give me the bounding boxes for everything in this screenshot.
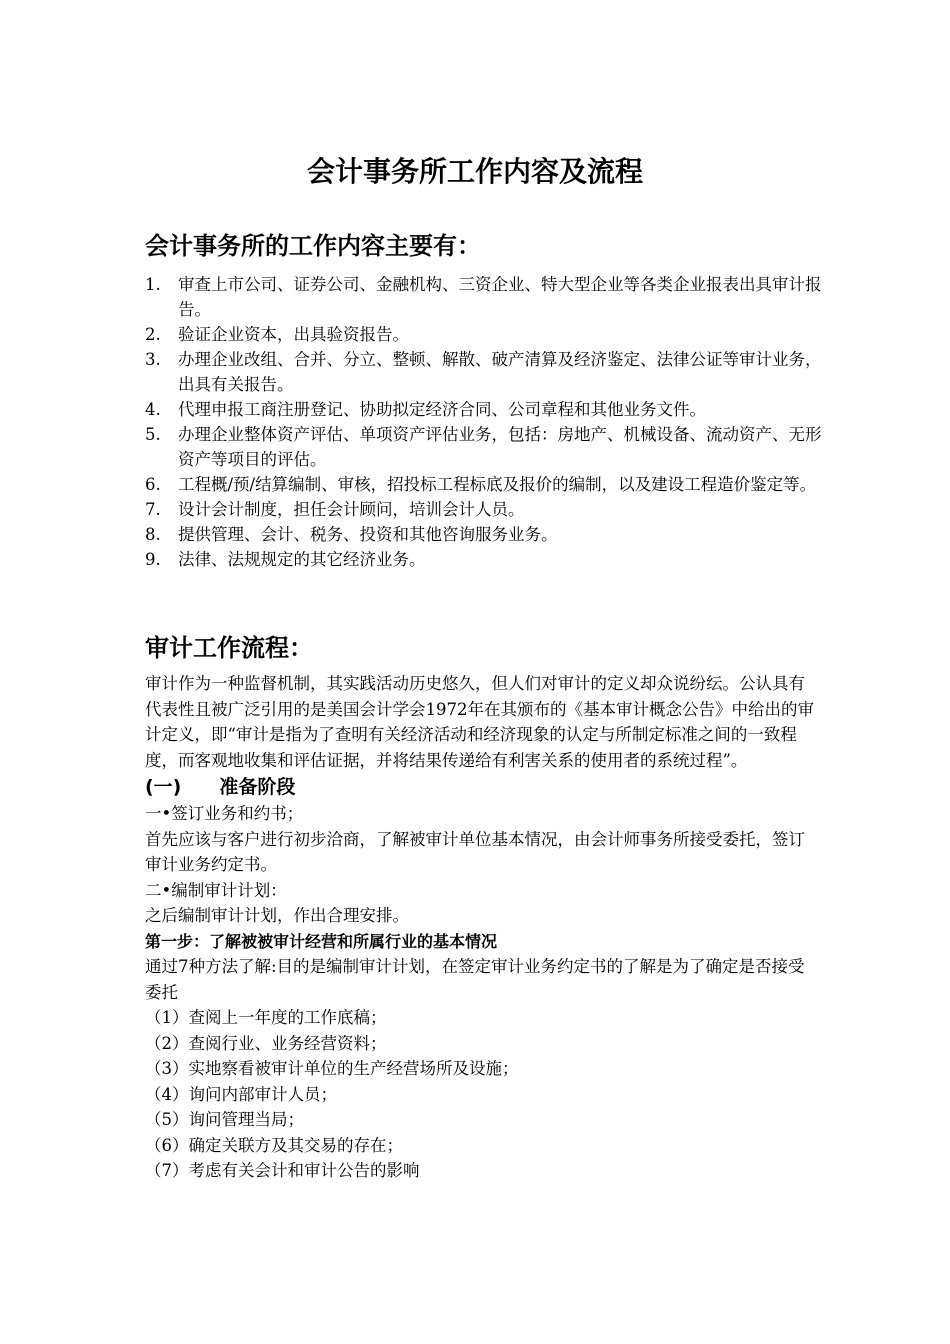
section-heading-audit-process: 审计工作流程： [145, 634, 313, 662]
list-item [145, 422, 825, 472]
list-item-text: 法律、法规规定的其它经济业务。 [178, 550, 426, 569]
list-item-number: 7. [145, 500, 161, 519]
list-item-number: 4. [145, 400, 161, 419]
list-item-number: 2. [145, 325, 161, 344]
list-item-text: 工程概/预/结算编制、审核，招投标工程标底及报价的编制，以及建设工程造价鉴定等。 [178, 475, 817, 494]
audit-definition-paragraph: 审计作为一种监督机制，其实践活动历史悠久，但人们对审计的定义却众说纷纭。公认具有代表性且被广泛引用的是美国会计学会1972年在其颁布的《基本审计概念公告》中给出的审计定义，即“审计是指为了查明有关经济活动和经济现象的认定与所制定标准之间的一致程度，而客观地收集和评估证据，并将结果传递给有利害关系的使用者的系统过程”。 [145, 674, 814, 770]
phase-number: (一) [145, 776, 182, 798]
list-item [145, 472, 825, 497]
list-item-number: 5. [145, 425, 161, 444]
list-item-number: 6. [145, 475, 161, 494]
list-item [145, 522, 825, 547]
list-item: （1）查阅上一年度的工作底稿； [145, 1008, 387, 1027]
list-item-number: 9. [145, 550, 161, 569]
list-item [145, 347, 825, 397]
list-item: （5）询问管理当局； [145, 1110, 304, 1129]
list-item-number: 1. [145, 275, 161, 294]
step-heading: 第一步：了解被被审计经营和所属行业的基本情况 [145, 931, 498, 951]
document-title: 会计事务所工作内容及流程 [306, 155, 643, 188]
list-item [145, 397, 825, 422]
section-heading-work-content: 会计事务所的工作内容主要有： [145, 232, 481, 260]
list-item [145, 547, 825, 572]
step-text: 通过7种方法了解:目的是编制审计计划，在签定审计业务约定书的了解是为了确定是否接受委托 [145, 957, 805, 1002]
list-item-text: 办理企业改组、合并、分立、整顿、解散、破产清算及经济鉴定、法律公证等审计业务，出具有关报告。 [178, 350, 822, 394]
list-item-text: 办理企业整体资产评估、单项资产评估业务，包括：房地产、机械设备、流动资产、无形资产等项目的评估。 [178, 425, 822, 469]
subsection-text-plan: 之后编制审计计划，作出合理安排。 [145, 906, 409, 925]
list-item: （7）考虑有关会计和审计公告的影响 [145, 1161, 420, 1180]
phase-heading [145, 773, 817, 801]
phase-title: 准备阶段 [219, 776, 296, 798]
list-item-text: 代理申报工商注册登记、协助拟定经济合同、公司章程和其他业务文件。 [178, 400, 706, 419]
list-item: （6）确定关联方及其交易的存在； [145, 1135, 403, 1155]
subsection-title-plan: 二•编制审计计划： [145, 880, 287, 900]
list-item-text: 验证企业资本，出具验资报告。 [178, 325, 409, 344]
methods-list [145, 1005, 817, 1184]
subsection-text-contract: 首先应该与客户进行初步洽商，了解被审计单位基本情况，由会计师事务所接受委托，签订审计业务约定书。 [145, 829, 805, 874]
subsection-title-contract: 一•签订业务和约书； [145, 804, 304, 823]
list-item [145, 497, 825, 522]
list-item: （2）查阅行业、业务经营资料； [145, 1033, 387, 1053]
list-item: （3）实地察看被审计单位的生产经营场所及设施； [145, 1059, 519, 1078]
list-item-text: 审查上市公司、证券公司、金融机构、三资企业、特大型企业等各类企业报表出具审计报告。 [178, 275, 822, 319]
work-content-list [145, 272, 825, 572]
list-item [145, 272, 825, 322]
audit-process-body [145, 671, 817, 1184]
list-item-text: 提供管理、会计、税务、投资和其他咨询服务业务。 [178, 525, 558, 544]
list-item [145, 322, 825, 347]
list-item-number: 8. [145, 525, 161, 544]
list-item: （4）询问内部审计人员； [145, 1084, 337, 1104]
list-item-number: 3. [145, 350, 161, 369]
list-item-text: 设计会计制度，担任会计顾问，培训会计人员。 [178, 500, 525, 519]
